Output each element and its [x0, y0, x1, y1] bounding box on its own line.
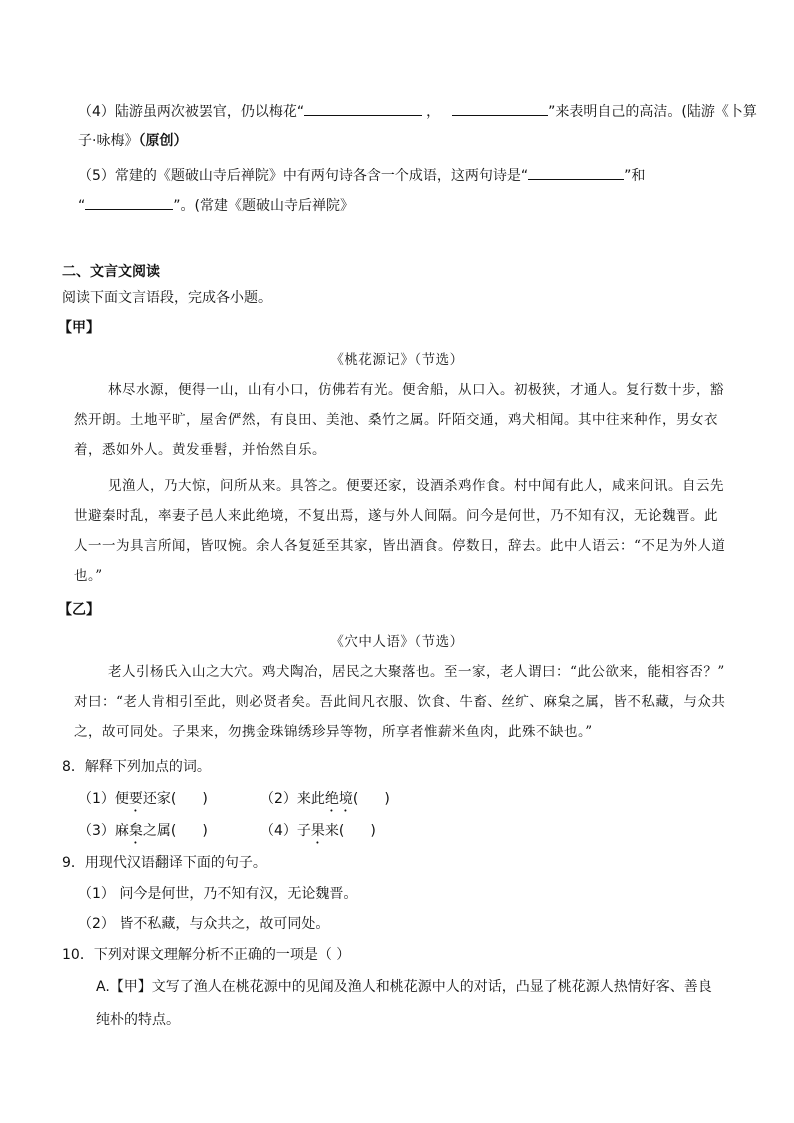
q4-comma: ，	[426, 104, 441, 120]
q10-option-a-line-1[interactable]: A.【甲】文写了渔人在桃花源中的见闻及渔人和桃花源中人的对话，凸显了桃花源人热情好客、善良	[96, 979, 712, 995]
q5-blank-2[interactable]	[85, 195, 173, 210]
passage-yi-label: 【乙】	[58, 602, 100, 618]
q8-stem: 8．解释下列加点的词。	[62, 759, 211, 775]
q4-prefix: （4）陆游虽两次被罢官，仍以梅花“	[78, 104, 305, 120]
q8-item-3-close: )	[202, 823, 208, 839]
q4-blank-1[interactable]	[304, 101, 422, 116]
q4-blank-2[interactable]	[452, 101, 548, 116]
jia-p2-line-1: 见渔人，乃大惊，问所从来。具答之。便要还家，设酒杀鸡作食。村中闻有此人，咸来问讯。自云先	[108, 478, 724, 494]
q8-item-1	[78, 789, 208, 815]
q8-item-1-answer[interactable]	[176, 789, 202, 803]
q9-item-1: （1） 问今是何世，乃不知有汉，无论魏晋。	[78, 886, 358, 902]
passage-yi-title: 《穴中人语》（节选）	[330, 634, 464, 650]
jia-p2-line-3: 人一一为具言所闻，皆叹惋。余人各复延至其家，皆出酒食。停数日，辞去。此中人语云：“不足为外人道	[74, 538, 726, 554]
q9-stem: 9．用现代汉语翻译下面的句子。	[62, 855, 267, 871]
q5-suffix: ”和	[624, 168, 646, 184]
q8-item-1-post: 还家(	[142, 791, 177, 807]
q8-item-2-close: )	[384, 791, 390, 807]
q4-tag: （原创）	[138, 133, 188, 149]
q4-line-2	[78, 131, 187, 151]
q5-line-2	[78, 195, 354, 216]
yi-p1-line-2: 对曰：“老人肯相引至此，则必贤者矣。吾此间凡衣服、饮食、牛畜、丝纩、麻枲之属，皆不私藏，与众共	[74, 694, 726, 710]
q8-item-2-answer[interactable]	[358, 789, 384, 803]
jia-p1-line-2: 然开朗。土地平旷，屋舍俨然，有良田、美池、桑竹之属。阡陌交通，鸡犬相闻。其中往来种作，男女衣	[74, 412, 718, 428]
q8-item-2-key: 绝境	[324, 791, 353, 807]
q5-prefix: （5）常建的《题破山寺后禅院》中有两句诗各含一个成语，这两句诗是“	[78, 168, 529, 184]
jia-p2-line-2: 世避秦时乱，率妻子邑人来此绝境，不复出焉，遂与外人间隔。问今是何世，乃不知有汉，无论魏晋。此	[74, 508, 718, 524]
passage-jia-title: 《桃花源记》（节选）	[330, 352, 464, 368]
q8-item-3-answer[interactable]	[176, 821, 202, 835]
q8-item-3-key: 枲	[128, 823, 143, 839]
q5-line-1	[78, 165, 645, 186]
q10-stem: 10．下列对课文理解分析不正确的一项是（ ）	[62, 947, 351, 963]
q8-item-4-num: （4）	[260, 823, 297, 839]
q8-item-2-pre: 来此	[296, 791, 325, 807]
q4-line-1	[78, 101, 757, 122]
q4-source: 子·咏梅》	[78, 133, 139, 149]
q5-blank-1[interactable]	[528, 165, 624, 180]
q8-item-1-close: )	[202, 791, 208, 807]
q8-item-4-close: )	[370, 823, 376, 839]
jia-p1-line-1: 林尽水源，便得一山，山有小口，仿佛若有光。便舍船，从口入。初极狭，才通人。复行数十步，豁	[108, 382, 724, 398]
q8-item-3	[78, 821, 208, 847]
q8-item-4-pre: 子	[296, 823, 311, 839]
q8-item-3-pre: 麻	[114, 823, 129, 839]
section-instruction: 阅读下面文言语段，完成各小题。	[62, 290, 272, 306]
yi-p1-line-3: 之，故可同处。子果来，勿携金珠锦绣珍异等物，所享者惟薪米鱼肉，此殊不缺也。”	[74, 724, 593, 740]
q8-item-2-post: (	[352, 791, 359, 807]
q8-item-2-num: （2）	[260, 791, 297, 807]
q4-suffix: ”来表明自己的高洁。(陆游《卜算	[548, 104, 757, 120]
q8-item-4-post: 来(	[324, 823, 345, 839]
yi-p1-line-1: 老人引杨氏入山之大穴。鸡犬陶冶，居民之大聚落也。至一家，老人谓曰：“此公欲来，能相容否？”	[108, 664, 725, 680]
passage-jia-label: 【甲】	[58, 320, 100, 336]
q5-open-quote: “	[78, 198, 86, 214]
section-heading: 二、文言文阅读	[62, 264, 160, 280]
q8-item-1-pre: 便	[114, 791, 129, 807]
q8-item-4	[260, 821, 376, 847]
q8-item-1-num: （1）	[78, 791, 115, 807]
q10-option-a-line-2[interactable]: 纯朴的特点。	[96, 1012, 180, 1028]
q8-item-4-answer[interactable]	[344, 821, 370, 835]
q8-item-2	[260, 789, 390, 815]
q8-item-4-key: 果	[310, 823, 325, 839]
q8-item-3-post: 之属(	[142, 823, 177, 839]
q8-item-3-num: （3）	[78, 823, 115, 839]
q8-item-1-key: 要	[128, 791, 143, 807]
jia-p2-line-4: 也。”	[74, 568, 103, 584]
jia-p1-line-3: 着，悉如外人。黄发垂髫，并怡然自乐。	[74, 442, 326, 458]
q5-line2-suffix: ”。(常建《题破山寺后禅院》	[173, 198, 354, 214]
q9-item-2: （2） 皆不私藏，与众共之，故可同处。	[78, 916, 330, 932]
